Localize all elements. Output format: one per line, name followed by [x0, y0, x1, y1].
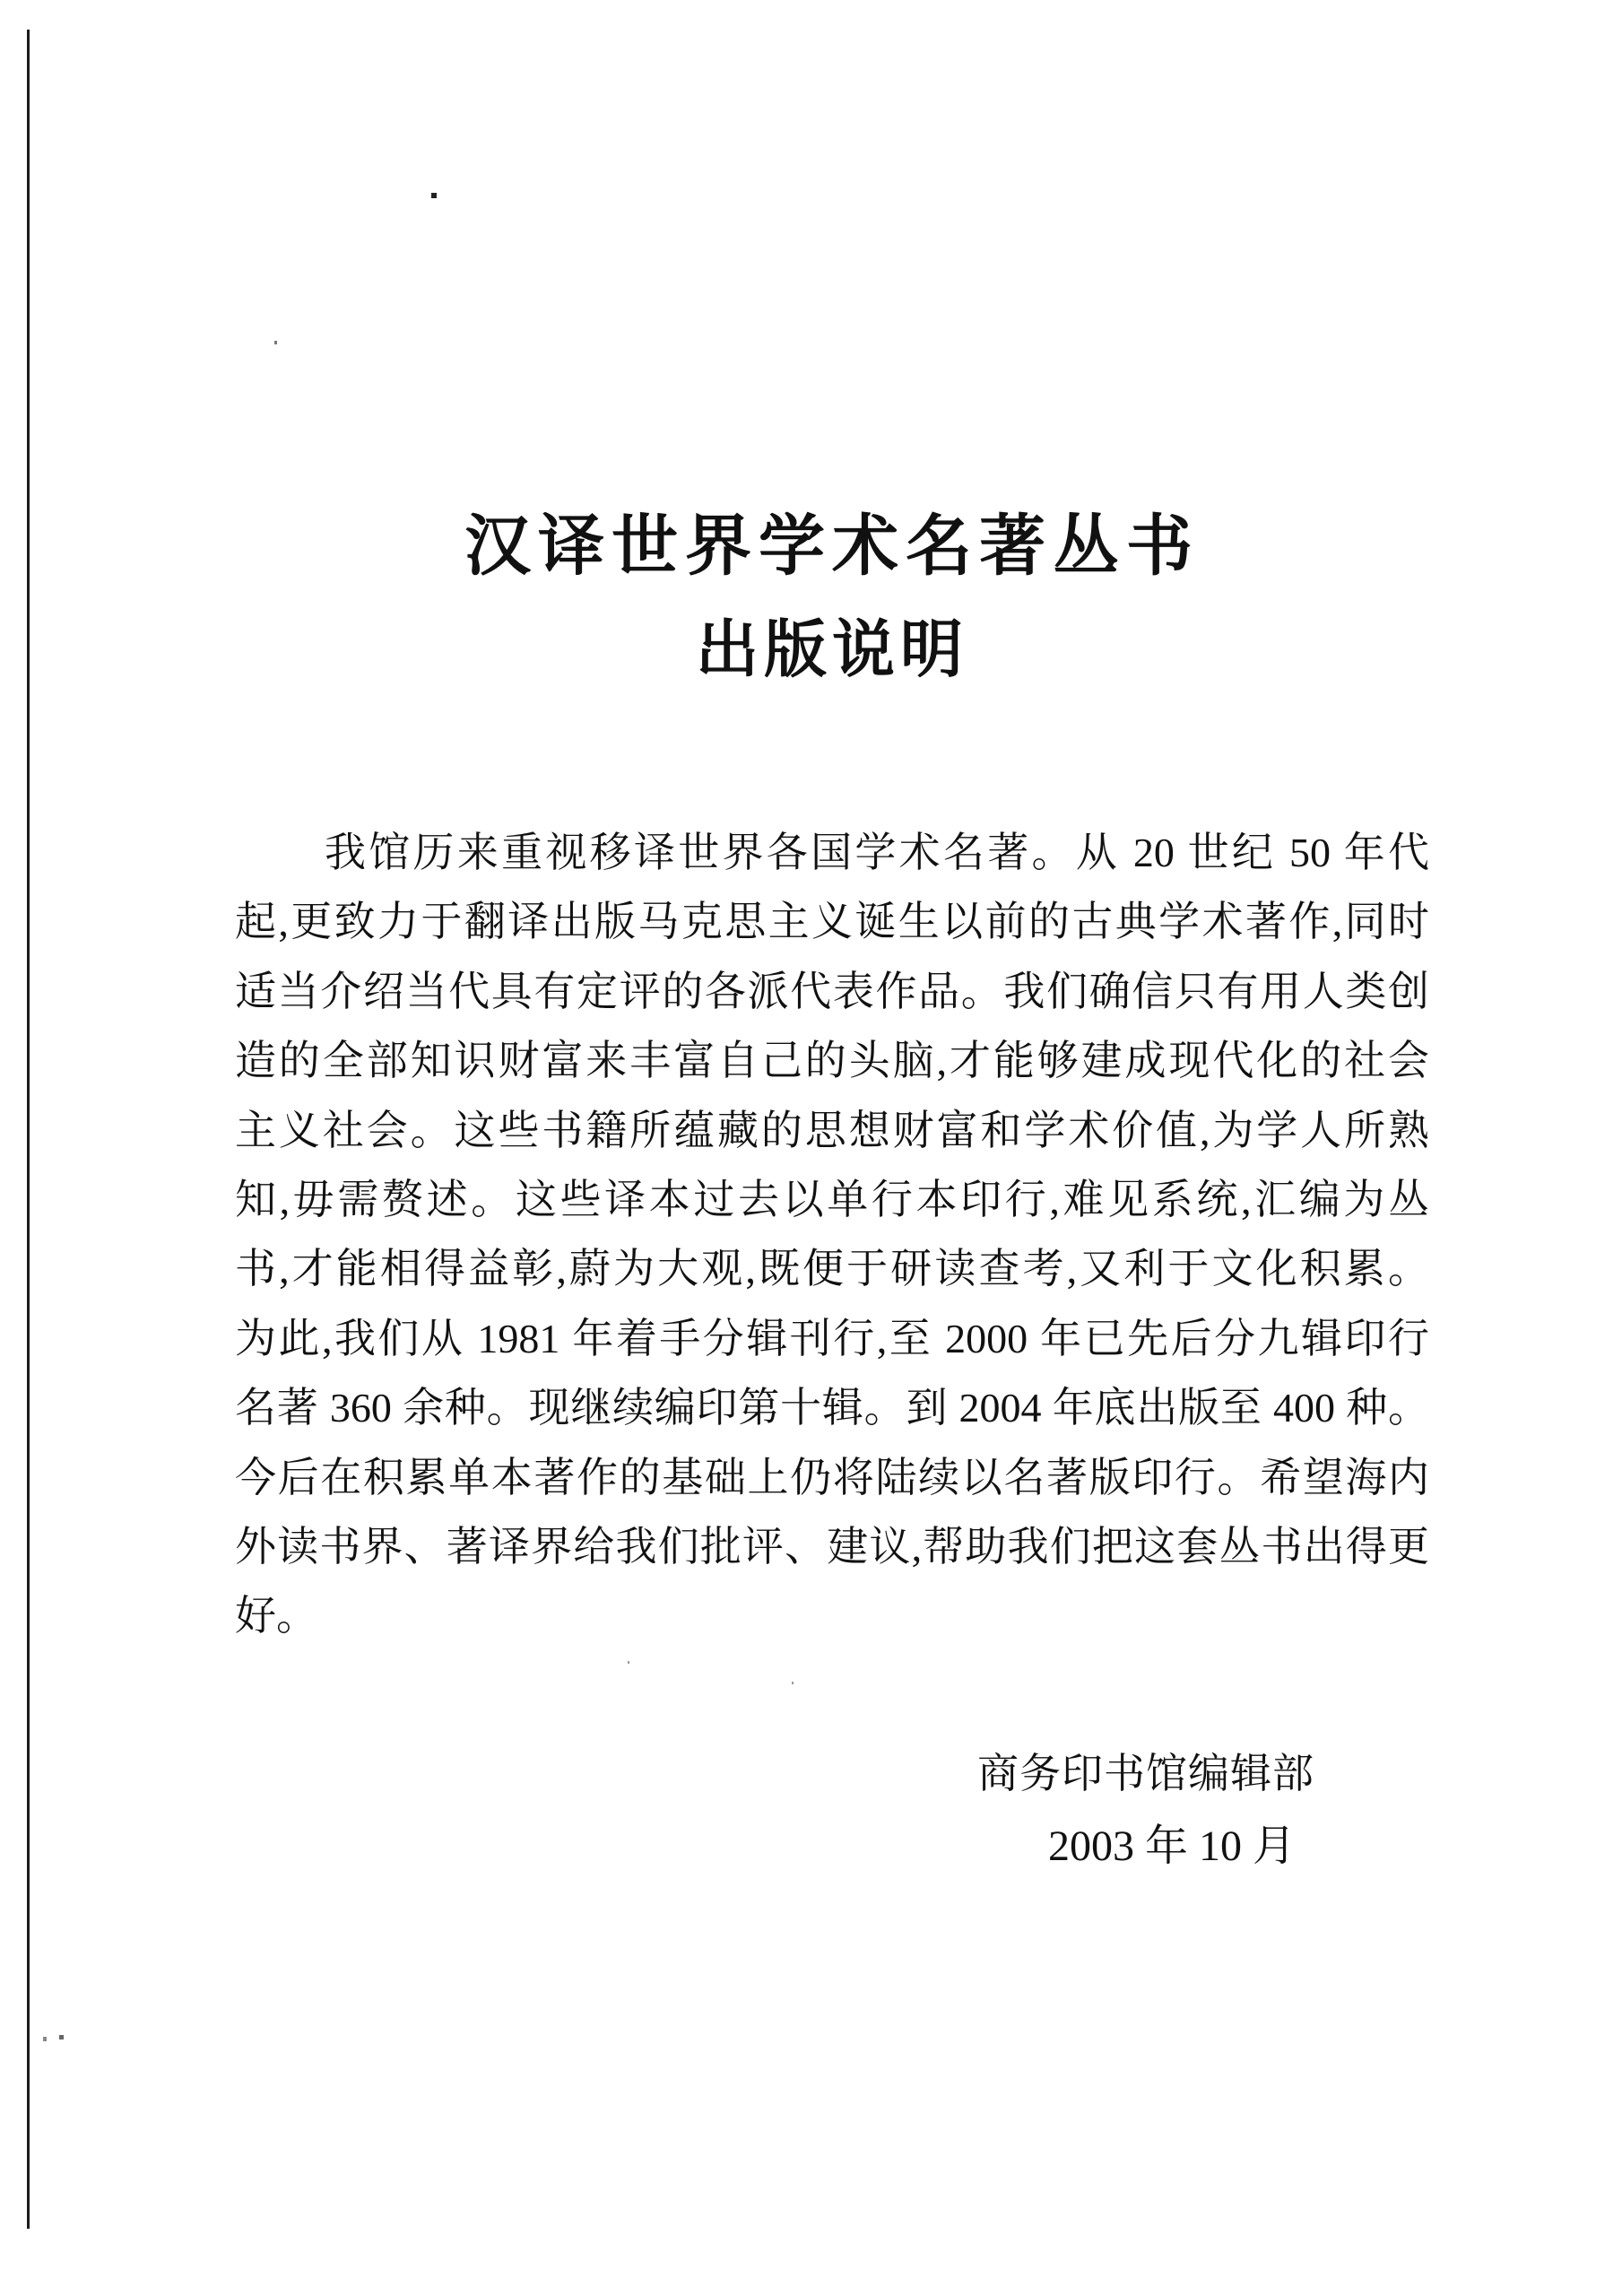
body-line: 起,更致力于翻译出版马克思主义诞生以前的古典学术著作,同时	[235, 899, 1429, 945]
body-line: 为此,我们从 1981 年着手分辑刊行,至 2000 年已先后分九辑印行	[235, 1315, 1429, 1361]
page-title: 出版说明	[696, 616, 968, 685]
body-line: 书,才能相得益彰,蔚为大观,既便于研读查考,又利于文化积累。	[235, 1246, 1429, 1292]
ink-speck	[431, 193, 437, 198]
body-line: 造的全部知识财富来丰富自己的头脑,才能够建成现代化的社会	[235, 1038, 1429, 1084]
body-line: 好。	[235, 1593, 317, 1639]
body-line: 外读书界、著译界给我们批评、建议,帮助我们把这套丛书出得更	[235, 1524, 1429, 1570]
publication-date: 2003 年 10 月	[1047, 1822, 1296, 1870]
ink-speck	[792, 1682, 794, 1684]
body-line: 名著 360 余种。现继续编印第十辑。到 2004 年底出版至 400 种。	[235, 1385, 1429, 1431]
body-line: 主义社会。这些书籍所蕴藏的思想财富和学术价值,为学人所熟	[235, 1107, 1429, 1153]
publisher-note-paragraph	[235, 818, 1429, 1651]
ink-speck	[274, 341, 277, 344]
ink-speck	[43, 2037, 47, 2041]
page-gutter-line	[27, 30, 30, 2229]
ink-speck	[628, 1661, 629, 1664]
body-line: 我馆历来重视移译世界各国学术名著。从 20 世纪 50 年代	[325, 830, 1429, 875]
body-line: 今后在积累单本著作的基础上仍将陆续以名著版印行。希望海内	[235, 1454, 1429, 1500]
series-title: 汉译世界学术名著丛书	[464, 510, 1200, 584]
body-line: 适当介绍当代具有定评的各派代表作品。我们确信只有用人类创	[235, 968, 1429, 1014]
body-line: 知,毋需赘述。这些译本过去以单行本印行,难见系统,汇编为丛	[235, 1177, 1429, 1223]
publisher-signature: 商务印书馆编辑部	[977, 1751, 1314, 1796]
ink-speck	[59, 2035, 64, 2039]
